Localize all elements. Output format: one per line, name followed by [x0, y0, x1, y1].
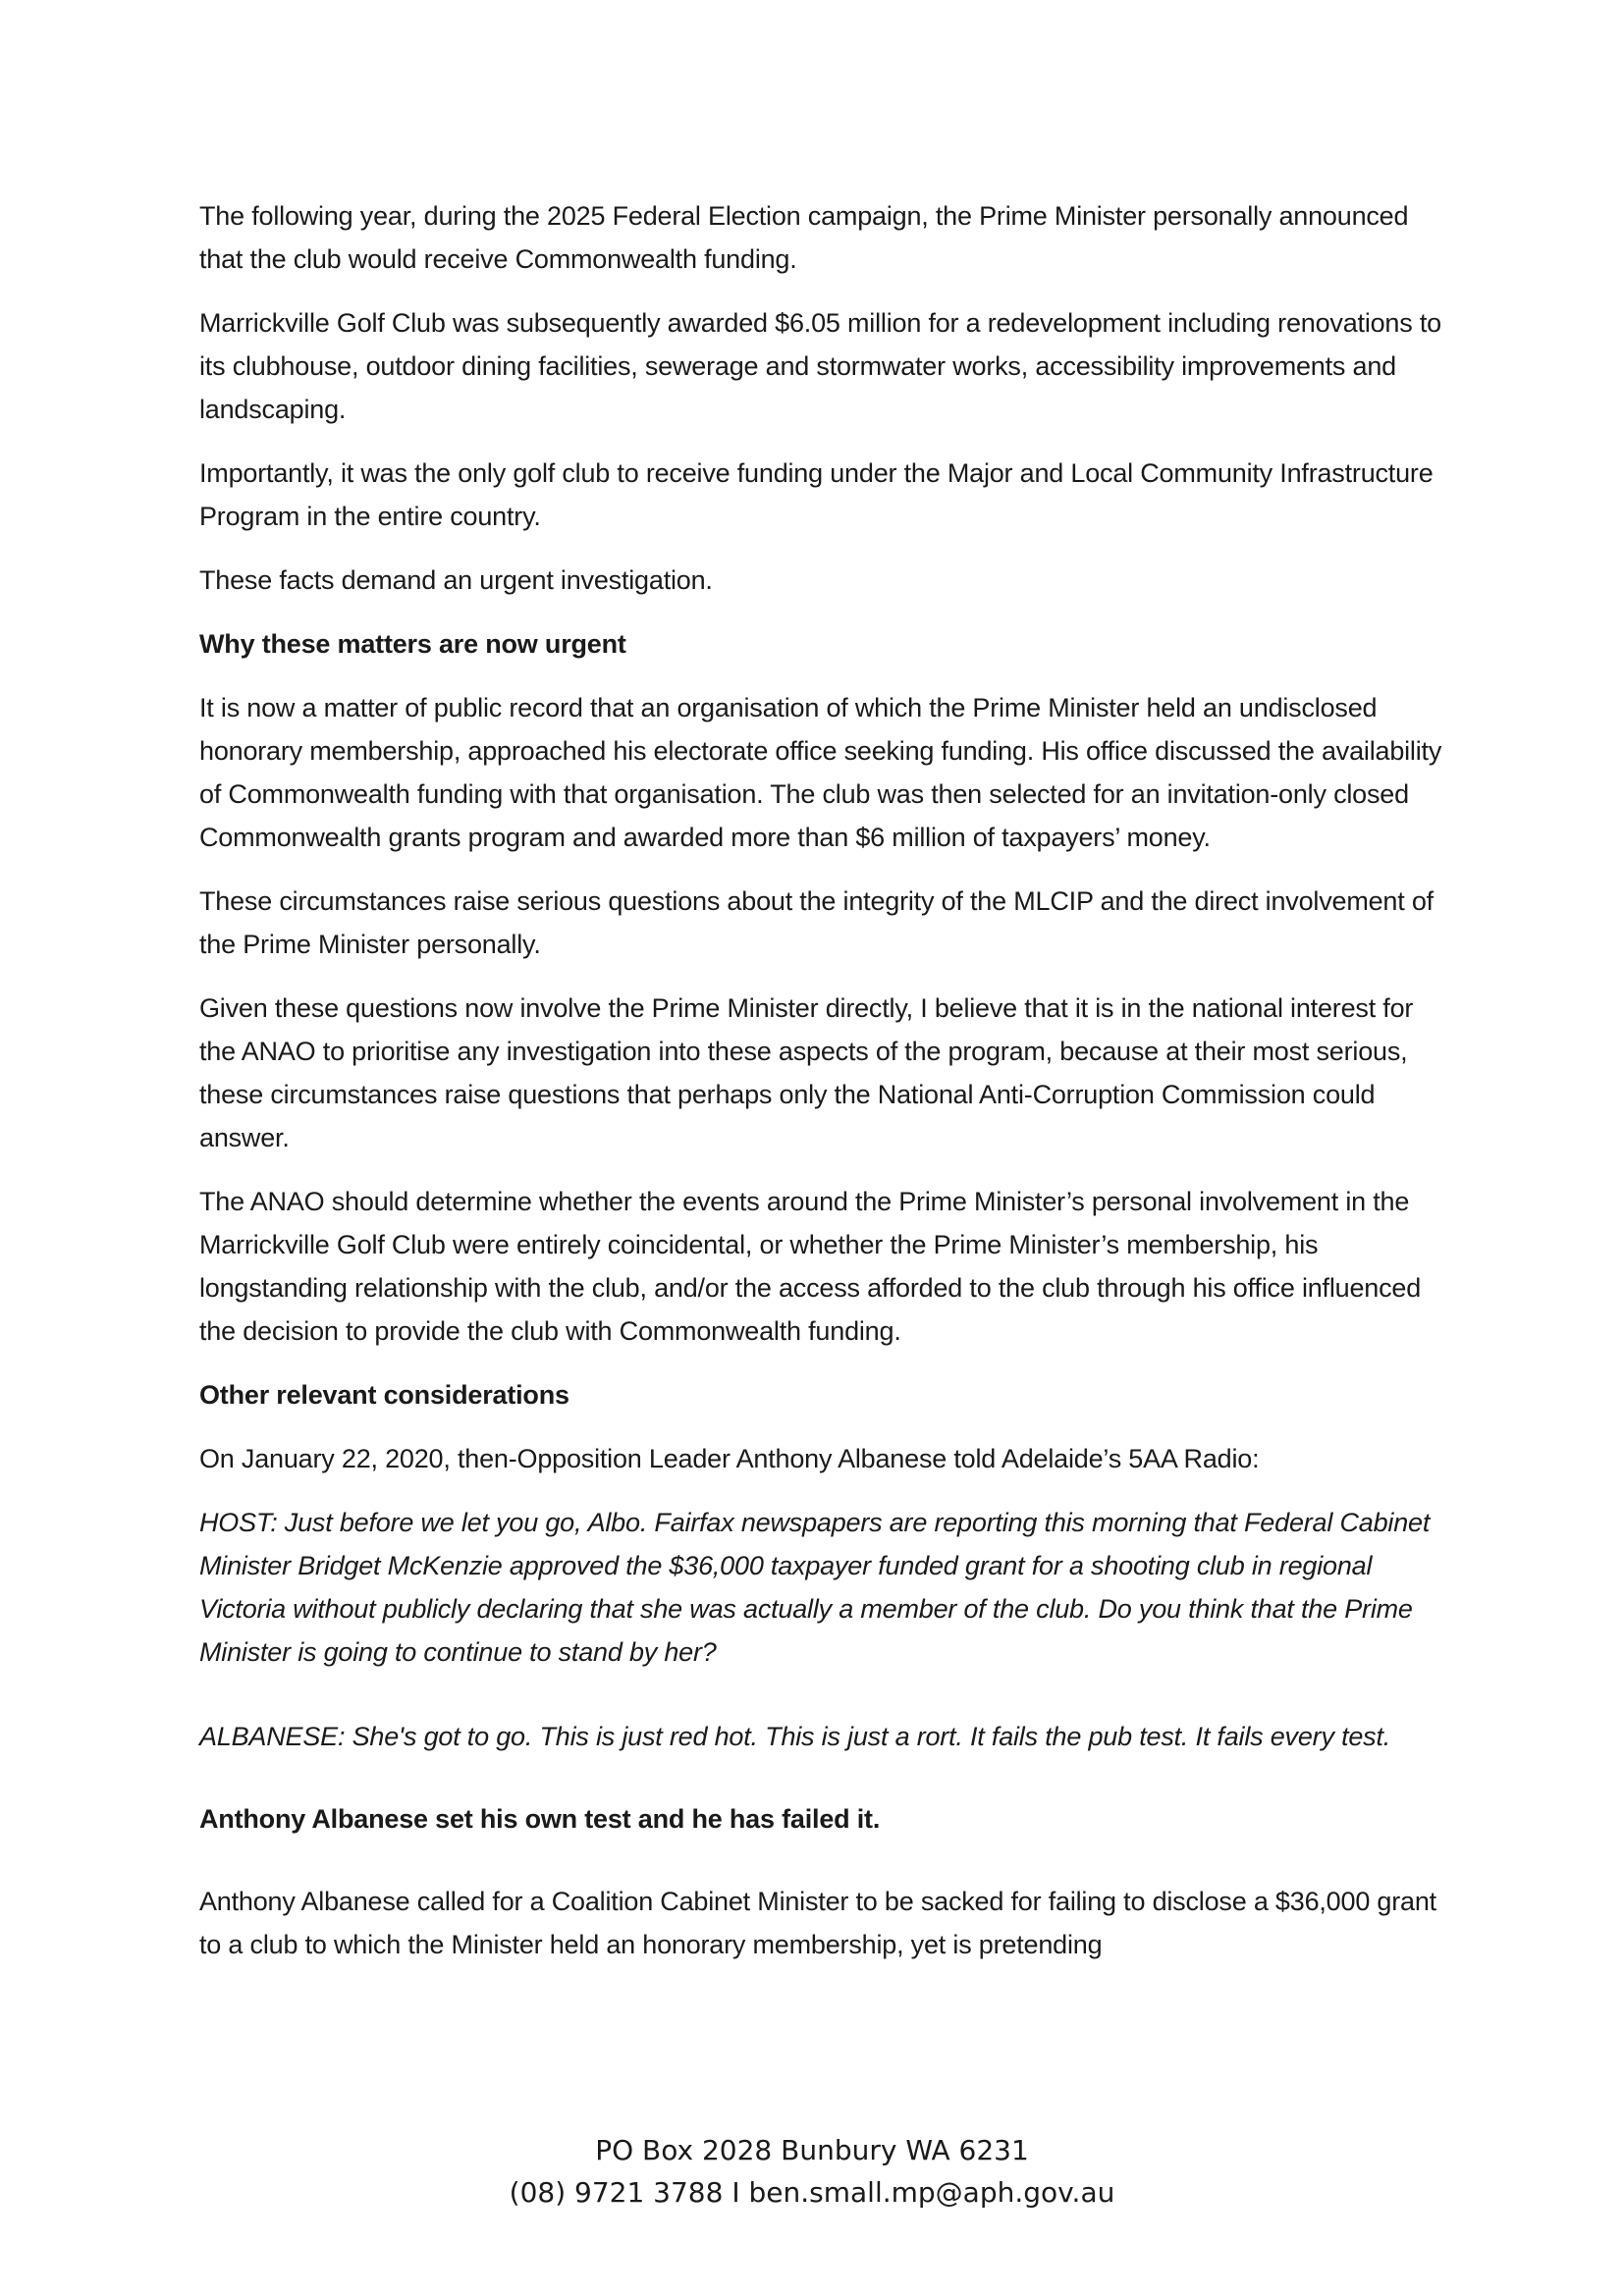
paragraph-public-record: It is now a matter of public record that an organisation of which the Prime Minister held an undisclosed honorary membership, approached his electorate office seeking funding. His office discussed the availability of Commonwealth funding with that organisation. The club was then selected for an invitation-only closed Commonwealth grants program and awarded more than $6 million of taxpayers’ money.	[199, 693, 1442, 852]
paragraph-funding-award: Marrickville Golf Club was subsequently awarded $6.05 million for a redevelopment including renovations to its clubhouse, outdoor dining facilities, sewerage and stormwater works, accessibility improvements and landscaping.	[199, 308, 1441, 424]
paragraph-integrity-questions: These circumstances raise serious questions about the integrity of the MLCIP and the direct involvement of the Prime Minister personally.	[199, 886, 1434, 959]
page-footer	[0, 2129, 1624, 2214]
heading-other-considerations: Other relevant considerations	[199, 1380, 569, 1410]
heading-failed-test: Anthony Albanese set his own test and he has failed it.	[199, 1804, 881, 1834]
paragraph-radio-intro: On January 22, 2020, then-Opposition Leader Anthony Albanese told Adelaide’s 5AA Radio:	[199, 1444, 1260, 1473]
letter-body	[199, 194, 1448, 1987]
paragraph-investigation-demand: These facts demand an urgent investigation.	[199, 565, 713, 595]
paragraph-only-golf-club: Importantly, it was the only golf club to receive funding under the Major and Local Community Infrastructure Program in the entire country.	[199, 458, 1434, 531]
footer-address: PO Box 2028 Bunbury WA 6231	[595, 2134, 1029, 2166]
quote-albanese: ALBANESE: She's got to go. This is just red hot. This is just a rort. It fails the pub test. It fails every test.	[199, 1722, 1391, 1751]
paragraph-election-announcement: The following year, during the 2025 Federal Election campaign, the Prime Minister personally announced that the club would receive Commonwealth funding.	[199, 201, 1409, 274]
quote-host: HOST: Just before we let you go, Albo. Fairfax newspapers are reporting this morning that Federal Cabinet Minister Bridget McKenzie approved the $36,000 taxpayer funded grant for a shooting club in regional Victoria without publicly declaring that she was actually a member of the club. Do you think that the Prime Minister is going to continue to stand by her?	[199, 1508, 1431, 1667]
paragraph-sacked-minister: Anthony Albanese called for a Coalition Cabinet Minister to be sacked for failing to disclose a $36,000 grant to a club to which the Minister held an honorary membership, yet is pretending	[199, 1887, 1436, 1959]
heading-urgent-matters: Why these matters are now urgent	[199, 629, 626, 659]
paragraph-anao-determine: The ANAO should determine whether the events around the Prime Minister’s personal involvement in the Marrickville Golf Club were entirely coincidental, or whether the Prime Minister’s membership, his longstanding relationship with the club, and/or the access afforded to the club through his office influenced the decision to provide the club with Commonwealth funding.	[199, 1187, 1422, 1346]
paragraph-national-interest: Given these questions now involve the Prime Minister directly, I believe that it is in the national interest for the ANAO to prioritise any investigation into these aspects of the program, because at their most serious, these circumstances raise questions that perhaps only the National Anti-Corruption Commission could answer.	[199, 993, 1414, 1152]
footer-contact: (08) 9721 3788 I ben.small.mp@aph.gov.au	[509, 2176, 1115, 2209]
